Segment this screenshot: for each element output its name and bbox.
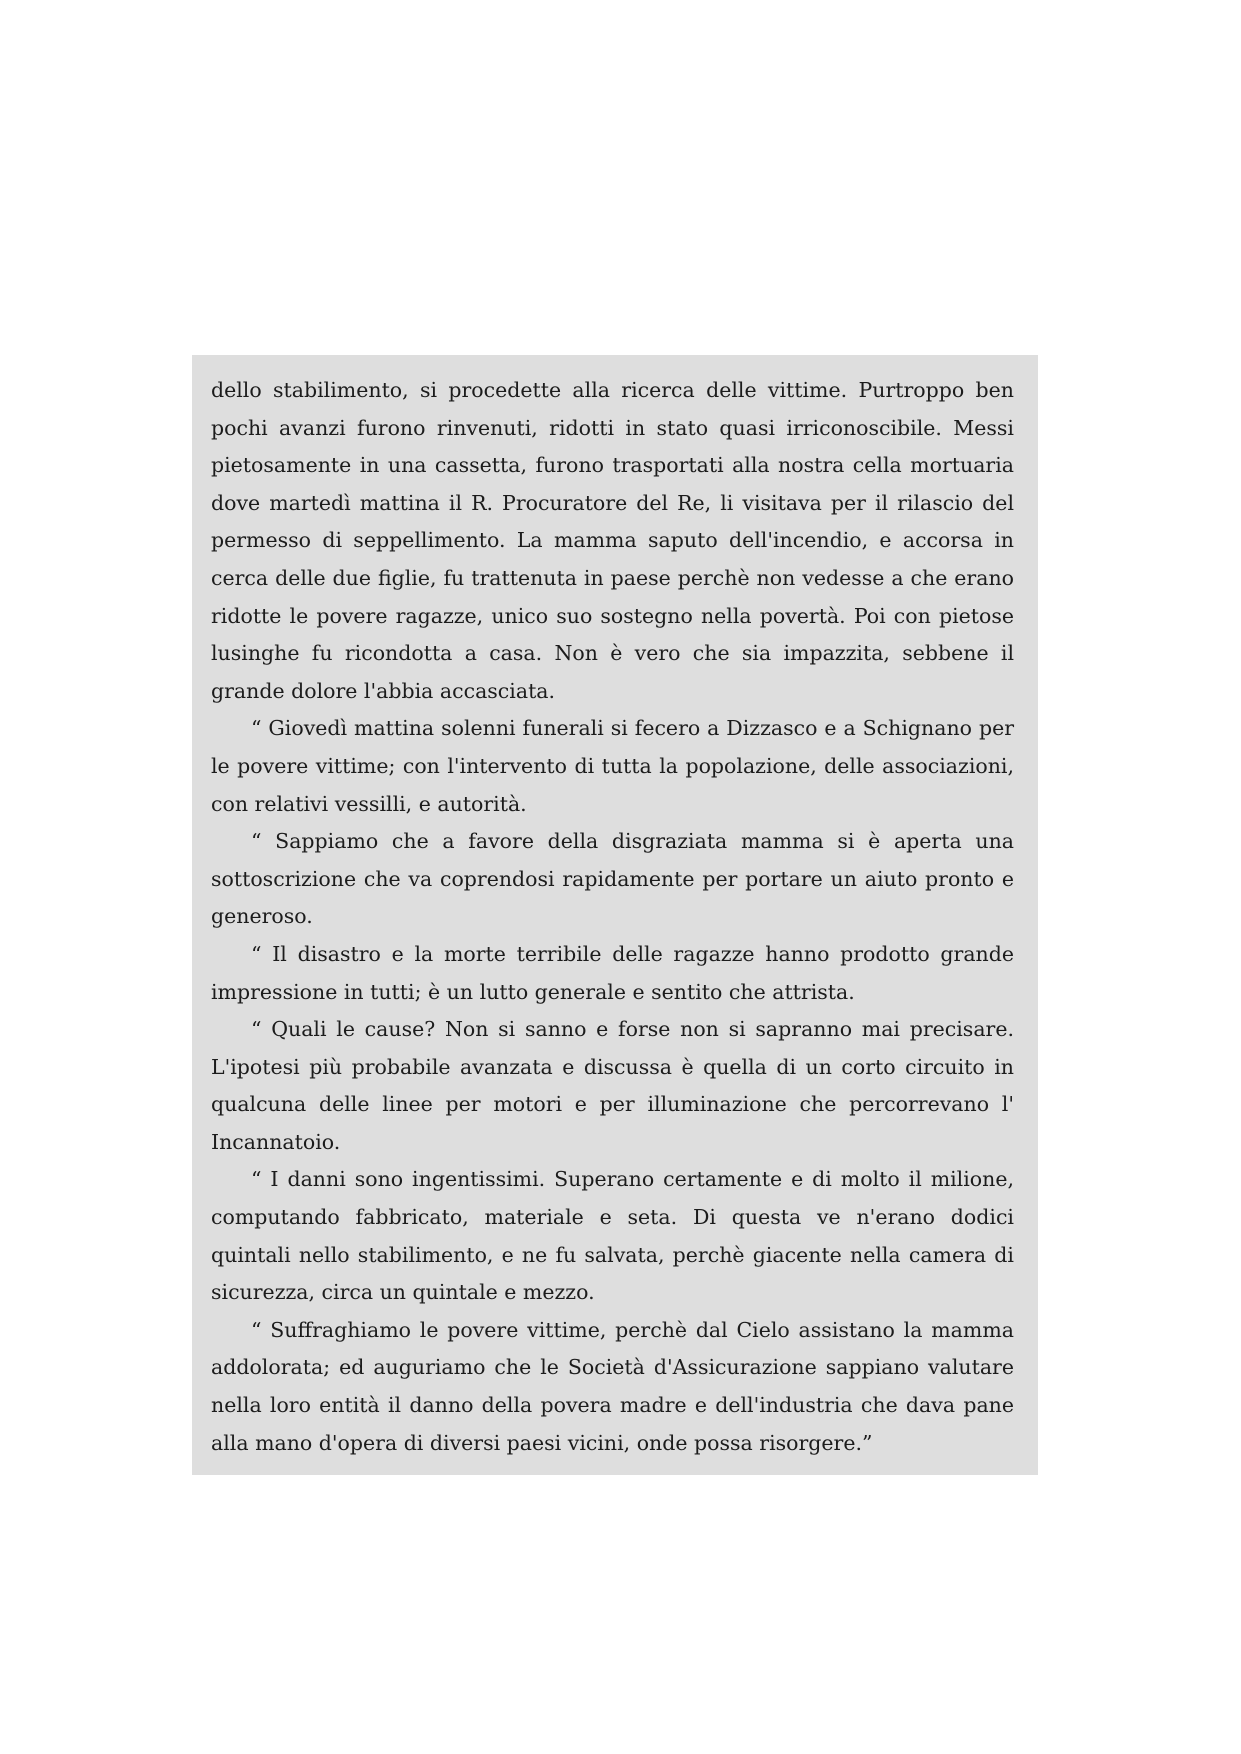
paragraph-7: “ Suffraghiamo le povere vittime, perchè dal Cielo assistano la mamma addolorata; ed auguriamo che le Società d'Assicurazione sappiano valutare nella loro entità il danno della povera madre e dell'industria che dava pane alla mano d'opera di diversi paesi vicini, onde possa risorgere.” (211, 1317, 1014, 1455)
paragraph-2: “ Giovedì mattina solenni funerali si fecero a Dizzasco e a Schignano per le povere vittime; con l'intervento di tutta la popolazione, delle associazioni, con relativi vessilli, e autorità. (211, 716, 1014, 816)
paragraph-5: “ Quali le cause? Non si sanno e forse non si sapranno mai precisare. L'ipotesi più probabile avanzata e discussa è quella di un corto circuito in qualcuna delle linee per motori e per illuminazione che percorrevano l' Incannatoio. (211, 1017, 1014, 1154)
paragraph-1: dello stabilimento, si procedette alla ricerca delle vittime. Purtroppo ben pochi avanzi furono rinvenuti, ridotti in stato quasi irriconoscibile. Messi pietosamente in una cassetta, furono trasportati alla nostra cella mortuaria dove martedì mattina il R. Procuratore del Re, li visitava per il rilascio del permesso di seppellimento. La mamma saputo dell'incendio, e accorsa in cerca delle due figlie, fu trattenuta in paese perchè non vedesse a che erano ridotte le povere ragazze, unico suo sostegno nella povertà. Poi con pietose lusinghe fu ricondotta a casa. Non è vero che sia impazzita, sebbene il grande dolore l'abbia accasciata. (211, 378, 1014, 703)
paragraph-3: “ Sappiamo che a favore della disgraziata mamma si è aperta una sottoscrizione che va coprendosi rapidamente per portare un aiuto pronto e generoso. (211, 829, 1014, 929)
paragraph-4: “ Il disastro e la morte terribile delle ragazze hanno prodotto grande impressione in tutti; è un lutto generale e sentito che attrista. (211, 941, 1014, 1004)
scanned-text-block (192, 355, 1038, 1475)
paragraph-6: “ I danni sono ingentissimi. Superano certamente e di molto il milione, computando fabbricato, materiale e seta. Di questa ve n'erano dodici quintali nello stabilimento, e ne fu salvata, perchè giacente nella camera di sicurezza, circa un quintale e mezzo. (211, 1167, 1014, 1305)
